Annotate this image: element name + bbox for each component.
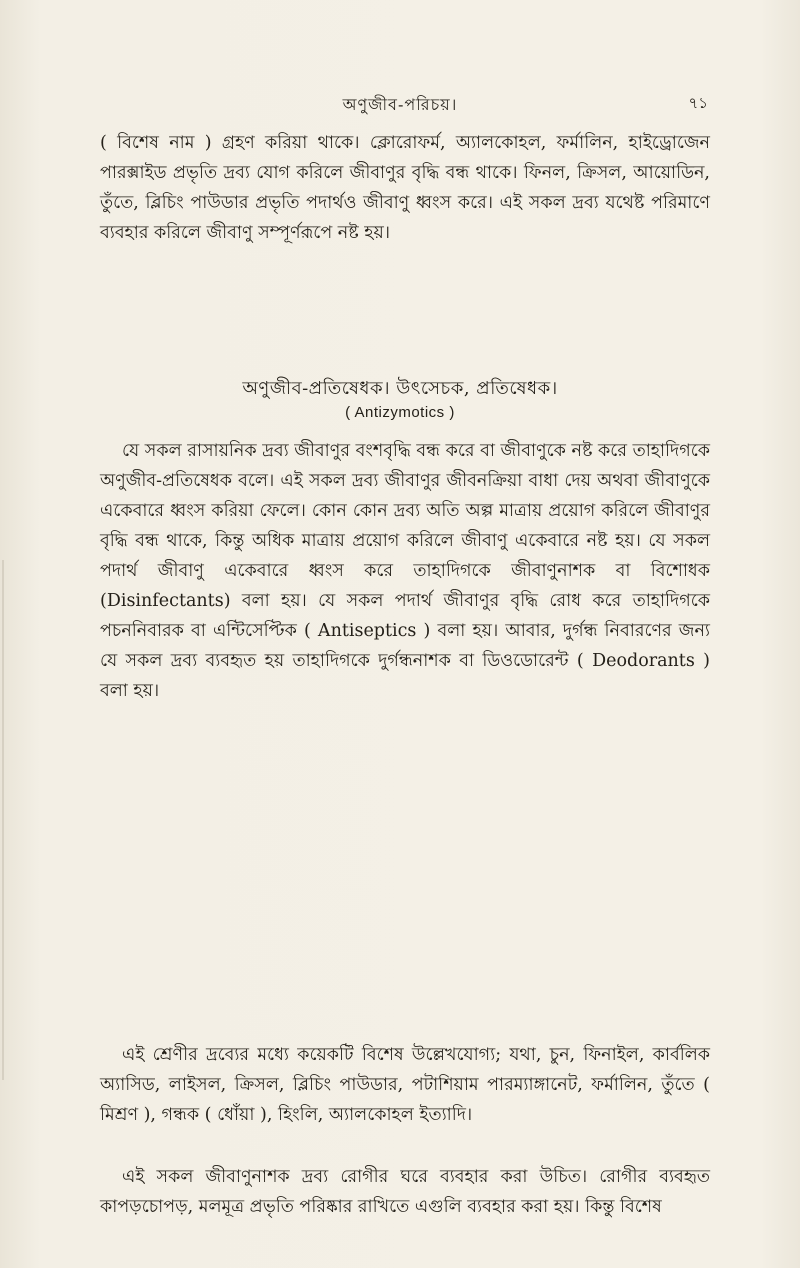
page-number: ৭১ bbox=[688, 94, 708, 112]
running-title: অণুজীব-পরিচয়। bbox=[342, 95, 458, 114]
paragraph-examples: এই শ্রেণীর দ্রব্যের মধ্যে কয়েকটি বিশেষ উল্লেখযোগ্য; যথা, চুন, ফিনাইল, কার্বলিক অ্যাসিড, লাইসল, ক্রিসল, ব্লিচিং পাউডার, পটাশিয়াম পারম্যাঙ্গানেট, ফর্মালিন, তুঁতে ( মিশ্রণ ), গন্ধক ( ধোঁয়া ), হিংলি, অ্যালকোহল ইত্যাদি। bbox=[100, 1045, 710, 1125]
binding-shadow bbox=[2, 560, 4, 1080]
paragraph-intro: ( বিশেষ নাম ) গ্রহণ করিয়া থাকে। ক্লোরোফর্ম, অ্যালকোহল, ফর্মালিন, হাইড্রোজেন পারক্সাইড প্রভৃতি দ্রব্য যোগ করিলে জীবাণুর বৃদ্ধি বন্ধ থাকে। ফিনল, ক্রিসল, আয়োডিন, তুঁতে, ব্লিচিং পাউডার প্রভৃতি পদার্থও জীবাণু ধ্বংস করে। এই সকল দ্রব্য যথেষ্ট পরিমাণে ব্যবহার করিলে জীবাণু সম্পূর্ণরূপে নষ্ট হয়। bbox=[100, 133, 710, 243]
section-subheading: ( Antizymotics ) bbox=[345, 404, 455, 421]
running-header bbox=[0, 92, 800, 116]
section-heading: অণুজীব-প্রতিষেধক। উৎসেচক, প্রতিষেধক। bbox=[242, 378, 558, 399]
paragraph-antizymotics: যে সকল রাসায়নিক দ্রব্য জীবাণুর বংশবৃদ্ধি বন্ধ করে বা জীবাণুকে নষ্ট করে তাহাদিগকে অণুজীব-প্রতিষেধক বলে। এই সকল দ্রব্য জীবাণুর জীবনক্রিয়া বাধা দেয় অথবা জীবাণুকে একেবারে ধ্বংস করিয়া ফেলে। কোন কোন দ্রব্য অতি অল্প মাত্রায় প্রয়োগ করিলে জীবাণুর বৃদ্ধি বন্ধ থাকে, কিন্তু অধিক মাত্রায় প্রয়োগ করিলে জীবাণু একেবারে নষ্ট হয়। যে সকল পদার্থ জীবাণু একেবারে ধ্বংস করে তাহাদিগকে জীবাণুনাশক বা বিশোধক (Disinfectants) বলা হয়। যে সকল পদার্থ জীবাণুর বৃদ্ধি রোধ করে তাহাদিগকে পচননিবারক বা এন্টিসেপ্টিক ( Antiseptics ) বলা হয়। আবার, দুর্গন্ধ নিবারণের জন্য যে সকল দ্রব্য ব্যবহৃত হয় তাহাদিগকে দুর্গন্ধনাশক বা ডিওডোরেন্ট ( Deodorants ) বলা হয়। bbox=[100, 441, 710, 701]
paragraph-usage: এই সকল জীবাণুনাশক দ্রব্য রোগীর ঘরে ব্যবহার করা উচিত। রোগীর ব্যবহৃত কাপড়চোপড়, মলমূত্র প্রভৃতি পরিষ্কার রাখিতে এগুলি ব্যবহার করা হয়। কিন্তু বিশেষ bbox=[100, 1167, 710, 1217]
